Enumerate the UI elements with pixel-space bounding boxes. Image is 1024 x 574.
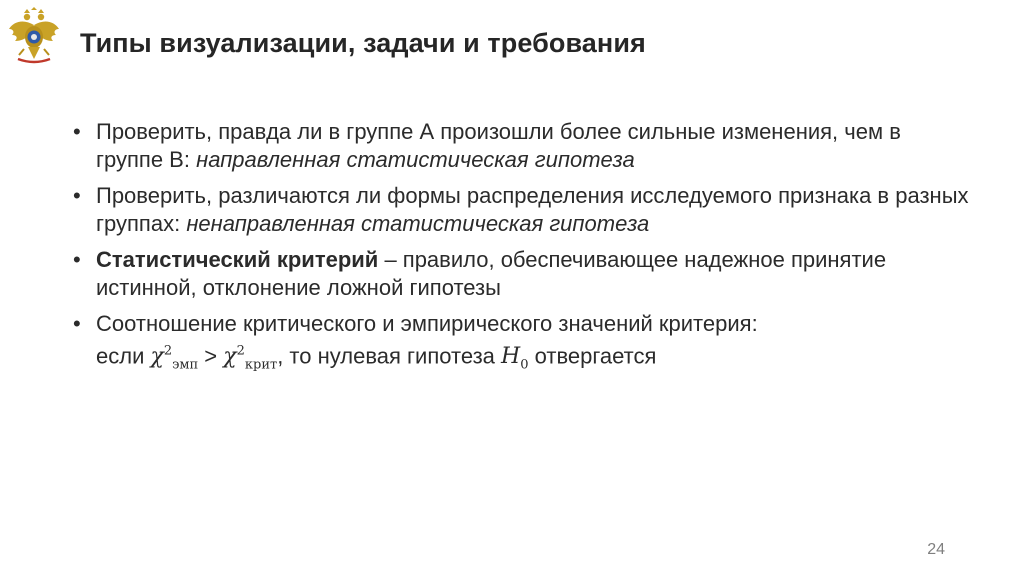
bullet-marker: • (73, 247, 81, 272)
bullet-italic-text: направленная статистическая гипотеза (196, 147, 635, 172)
chi-square-empirical: $\chi^2_{эмп}$ (150, 344, 199, 373)
bullet-bold-term: Статистический критерий (96, 247, 379, 272)
bullet-italic-text: ненаправленная статистическая гипотеза (186, 211, 650, 236)
bullet-marker: • (73, 119, 81, 144)
bullet-item (73, 118, 973, 174)
chi-square-critical: $\chi^2_{крит}$ (223, 344, 278, 373)
bullet-marker: • (73, 311, 81, 336)
formula-middle-text: , то нулевая гипотеза (277, 343, 502, 369)
bullet-text: Соотношение критического и эмпирического значений критерия: (96, 311, 758, 336)
greater-than-sign: > (198, 343, 224, 369)
slide-title: Типы визуализации, задачи и требования (80, 28, 646, 58)
bullet-marker: • (73, 183, 81, 208)
bullet-item (73, 310, 973, 380)
bullet-text: – правило, обеспечивающее надежное принятие истинной, отклонение ложной гипотезы (96, 247, 887, 300)
bullet-text: Проверить, различаются ли формы распределения исследуемого признака в разных группах: (96, 183, 969, 236)
bullet-list (73, 118, 973, 388)
bullet-item (73, 182, 973, 238)
page-number: 24 (927, 541, 945, 558)
bullet-text: Проверить, правда ли в группе А произошли более сильные изменения, чем в группе В: (96, 119, 901, 172)
formula-prefix: если (96, 343, 151, 369)
double-headed-eagle-emblem-icon (6, 7, 62, 65)
formula-suffix: отвергается (528, 343, 657, 369)
bullet-item (73, 246, 973, 302)
null-hypothesis-symbol: $H_0$ (501, 344, 529, 373)
